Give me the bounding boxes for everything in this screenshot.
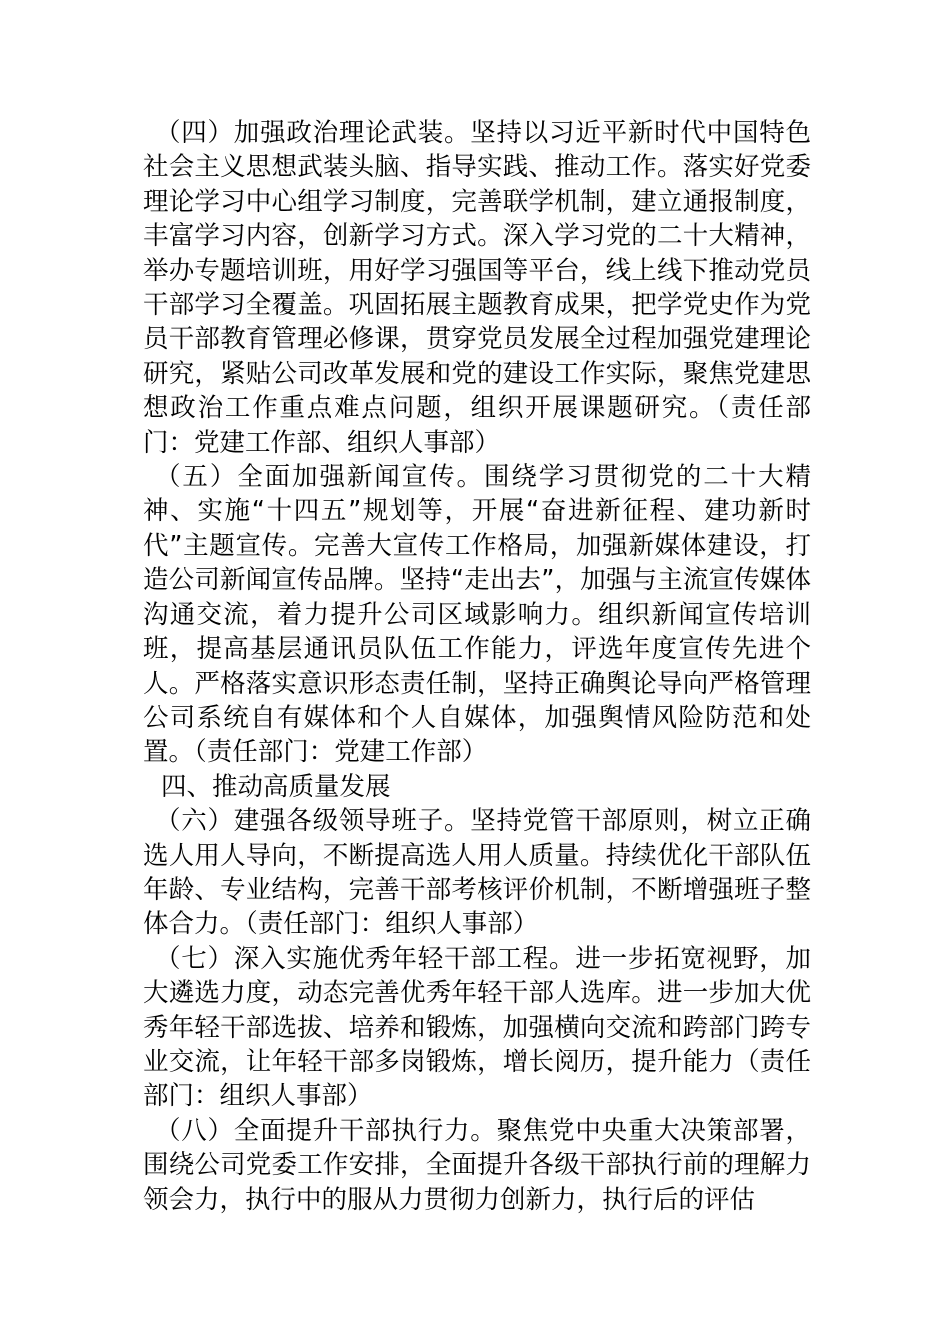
section-heading: 四、推动高质量发展 (161, 771, 391, 802)
paragraph-section-6: （六）建强各级领导班子。坚持党管干部原则，树立正确选人用人导向，不断提高选人用人质量。持续优化干部队伍年龄、专业结构，完善干部考核评价机制，不断增强班子整体合力。（责任部门：组织人事部） (143, 806, 811, 940)
paragraph-section-5: （五）全面加强新闻宣传。围绕学习贯彻党的二十大精神、实施“十四五”规划等，开展“奋进新征程、建功新时代”主题宣传。完善大宣传工作格局，加强新媒体建设，打造公司新闻宣传品牌。坚持“走出去”，加强与主流宣传媒体沟通交流，着力提升公司区域影响力。组织新闻宣传培训班，提高基层通讯员队伍工作能力，评选年度宣传先进个人。严格落实意识形态责任制，坚持正确舆论导向严格管理公司系统自有媒体和个人自媒体，加强舆情风险防范和处置。（责任部门：党建工作部） (143, 462, 811, 768)
document-page (143, 116, 811, 1217)
paragraph-section-8: （八）全面提升干部执行力。聚焦党中央重大决策部署，围绕公司党委工作安排，全面提升各级干部执行前的理解力领会力，执行中的服从力贯彻力创新力，执行后的评估 (143, 1115, 811, 1215)
paragraph-section-7: （七）深入实施优秀年轻干部工程。进一步拓宽视野，加大遴选力度，动态完善优秀年轻干部人选库。进一步加大优秀年轻干部选拔、培养和锻炼，加强横向交流和跨部门跨专业交流，让年轻干部多岗锻炼，增长阅历，提升能力（责任部门：组织人事部） (143, 943, 811, 1112)
paragraph-section-4: （四）加强政治理论武装。坚持以习近平新时代中国特色社会主义思想武装头脑、指导实践、推动工作。落实好党委理论学习中心组学习制度，完善联学机制，建立通报制度，丰富学习内容，创新学习方式。深入学习党的二十大精神，举办专题培训班，用好学习强国等平台，线上线下推动党员干部学习全覆盖。巩固拓展主题教育成果，把学党史作为党员干部教育管理必修课，贯穿党员发展全过程加强党建理论研究，紧贴公司改革发展和党的建设工作实际，聚焦党建思想政治工作重点难点问题，组织开展课题研究。（责任部门：党建工作部、组织人事部） (143, 118, 811, 458)
